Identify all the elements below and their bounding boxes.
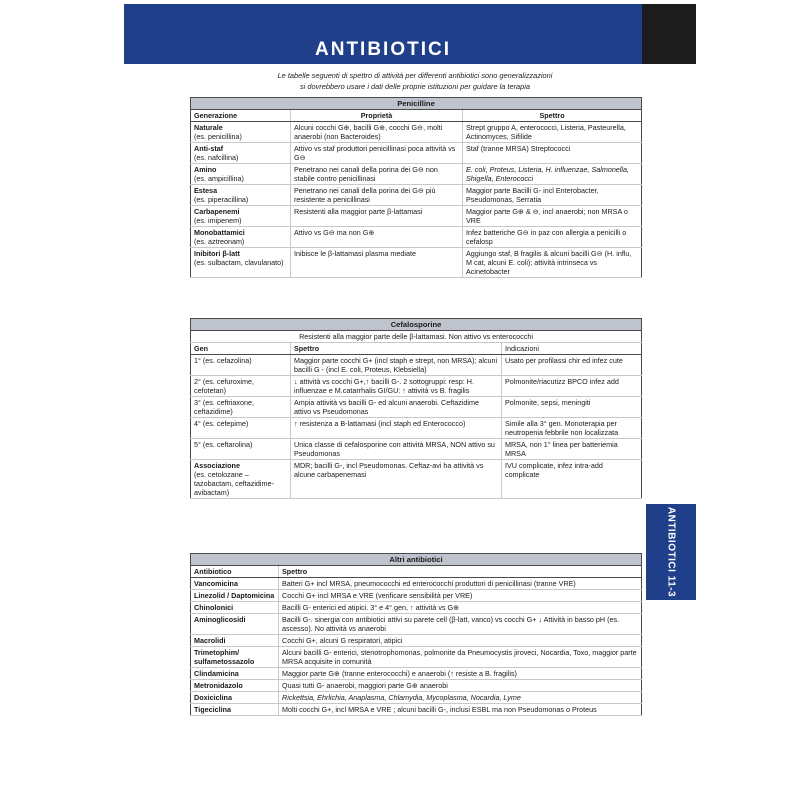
table-title: Cefalosporine bbox=[191, 319, 642, 331]
column-header: Proprietà bbox=[291, 110, 463, 122]
table-cell: Resistenti alla maggior parte β-lattamasi bbox=[291, 206, 463, 227]
row-label: 5° (es. ceftarolina) bbox=[191, 439, 291, 460]
row-label: Estesa bbox=[194, 186, 218, 195]
table-cell: Quasi tutti G- anaerobi, maggiori parte G⊕ anaerobi bbox=[279, 680, 642, 692]
row-label: 1° (es. cefazolina) bbox=[191, 355, 291, 376]
table-row bbox=[191, 439, 642, 460]
table-row bbox=[191, 397, 642, 418]
row-example: (es. sulbactam, clavulanato) bbox=[194, 258, 284, 267]
table-cell: Attivo vs G⊖ ma non G⊕ bbox=[291, 227, 463, 248]
table-cell: ↑ resistenza a B-lattamasi (incl staph ed Enterococco) bbox=[291, 418, 502, 439]
row-label: Metronidazolo bbox=[191, 680, 279, 692]
row-label: Tigeciclina bbox=[191, 704, 279, 716]
table-row bbox=[191, 647, 642, 668]
row-label: Associazione bbox=[194, 461, 240, 470]
table-cell: Bacilli G- enterici ed atipici. 3° e 4° gen, ↑ attività vs G⊕ bbox=[279, 602, 642, 614]
table-cell: Penetrano nei canali della porina dei G⊖ non stabile contro penicillinasi bbox=[291, 164, 463, 185]
table-row bbox=[191, 602, 642, 614]
row-label: Macrolidi bbox=[191, 635, 279, 647]
row-label: Amino bbox=[194, 165, 217, 174]
intro-line-1: Le tabelle seguenti di spettro di attività per differenti antibiotici sono generalizzazioni bbox=[277, 71, 553, 80]
row-example: (es. ampicillina) bbox=[194, 174, 244, 183]
table-cell: Maggior parte G⊕ & ⊖, incl anaerobi; non MRSA o VRE bbox=[463, 206, 642, 227]
row-example: (es. cetolozane – tazobactam, ceftazidime-avibactam) bbox=[194, 470, 274, 497]
page-title: ANTIBIOTICI bbox=[315, 39, 451, 60]
altri-antibiotici-table bbox=[190, 553, 642, 716]
table-cell: Simile alla 3° gen. Monoterapia per neutropenia febbrile non localizzata bbox=[502, 418, 642, 439]
table-row bbox=[191, 590, 642, 602]
table-cell: Polmonite, sepsi, meningiti bbox=[502, 397, 642, 418]
table-row bbox=[191, 355, 642, 376]
table-cell: Maggior parte cocchi G+ (incl staph e strept, non MRSA); alcuni bacilli G - (incl E. coli, Proteus, Klebsiella) bbox=[291, 355, 502, 376]
table-row bbox=[191, 460, 642, 499]
row-example: (es. aztreonam) bbox=[194, 237, 245, 246]
table-row bbox=[191, 692, 642, 704]
row-label: Carbapenemi bbox=[194, 207, 240, 216]
table-row bbox=[191, 704, 642, 716]
table-row bbox=[191, 164, 642, 185]
table-row bbox=[191, 578, 642, 590]
table-row bbox=[191, 122, 642, 143]
row-label: Naturale bbox=[194, 123, 223, 132]
penicilline-table bbox=[190, 97, 642, 278]
table-row bbox=[191, 614, 642, 635]
row-label: Monobattamici bbox=[194, 228, 245, 237]
table-cell: Batteri G+ incl MRSA, pneumococchi ed enterococchi produttori di penicillinasi (tranne VRE) bbox=[279, 578, 642, 590]
table-cell: Attivo vs staf produttori penicillinasi poca attività vs G⊖ bbox=[291, 143, 463, 164]
corner-tab bbox=[642, 4, 696, 64]
table-cell: Cocchi G+, alcuni G respiratori, atipici bbox=[279, 635, 642, 647]
table-cell: E. coli, Proteus, Listeria, H. influenzae, Salmonella, Shigella, Enterococci bbox=[463, 164, 642, 185]
row-label: 3° (es. ceftriaxone, ceftazidime) bbox=[191, 397, 291, 418]
table-cell: Polmonite/riacutizz BPCO infez add bbox=[502, 376, 642, 397]
table-cell: MRSA, non 1° linea per batteriemia MRSA bbox=[502, 439, 642, 460]
row-example: (es. penicillina) bbox=[194, 132, 242, 141]
table-row bbox=[191, 635, 642, 647]
column-header: Spettro bbox=[279, 566, 642, 578]
table-cell: Aggiungo staf, B fragilis & alcuni bacilli G⊖ (H. influ, M cat, alcuni E. coli); attività intrinseca vs Acinetobacter bbox=[463, 248, 642, 278]
row-example: (es. imipenem) bbox=[194, 216, 242, 225]
table-cell: Cocchi G+ incl MRSA e VRE (verificare sensibilità per VRE) bbox=[279, 590, 642, 602]
column-header: Spettro bbox=[291, 343, 502, 355]
table-subtitle: Resistenti alla maggior parte delle β-lattamasi. Non attivo vs enterococchi bbox=[191, 331, 642, 343]
table-title: Penicilline bbox=[191, 98, 642, 110]
table-title: Altri antibiotici bbox=[191, 554, 642, 566]
table-cell: Ampia attività vs bacilli G- ed alcuni anaerobi. Ceftazidime attivo vs Pseudomonas bbox=[291, 397, 502, 418]
column-header: Gen bbox=[191, 343, 291, 355]
row-label: 4° (es. cefepime) bbox=[191, 418, 291, 439]
table-row bbox=[191, 227, 642, 248]
table-cell: Strept gruppo A, enterococci, Listeria, Pasteurella, Actinomyces, Sifilide bbox=[463, 122, 642, 143]
cefalosporine-table bbox=[190, 318, 642, 499]
intro-line-2: si dovrebbero usare i dati delle proprie istituzioni per guidare la terapia bbox=[299, 82, 531, 91]
table-cell: Alcuni bacilli G- enterici, stenotrophomonas, polmonite da Pneumocystis jiroveci, Nocardia, Toxo, maggior parte MRSA acquisite in comunità bbox=[279, 647, 642, 668]
row-label: Trimetophim/ sulfametossazolo bbox=[191, 647, 279, 668]
table-row bbox=[191, 248, 642, 278]
table-cell: Staf (tranne MRSA) Streptococci bbox=[463, 143, 642, 164]
table-cell: Maggior parte Bacilli G- incl Enterobacter, Pseudomonas, Serratia bbox=[463, 185, 642, 206]
column-header: Indicazioni bbox=[502, 343, 642, 355]
row-example: (es. nafcillina) bbox=[194, 153, 239, 162]
table-cell: Unica classe di cefalosporine con attività MRSA, NON attivo su Pseudomonas bbox=[291, 439, 502, 460]
table-row bbox=[191, 206, 642, 227]
row-label: Chinolonici bbox=[191, 602, 279, 614]
table-cell: Usato per profilassi chir ed infez cute bbox=[502, 355, 642, 376]
column-header: Generazione bbox=[191, 110, 291, 122]
column-header: Spettro bbox=[463, 110, 642, 122]
row-label: Doxiciclina bbox=[191, 692, 279, 704]
table-cell: Rickettsia, Ehrlichia, Anaplasma, Chlamydia, Mycoplasma, Nocardia, Lyme bbox=[279, 692, 642, 704]
row-label: Inibitori β-latt bbox=[194, 249, 240, 258]
table-cell: MDR; bacilli G-, incl Pseudomonas. Ceftaz-avi ha attività vs alcune carbapenemasi bbox=[291, 460, 502, 499]
table-cell: Alcuni cocchi G⊕, bacilli G⊕, cocchi G⊖, molti anaerobi (non Bacteroides) bbox=[291, 122, 463, 143]
table-cell: Penetrano nei canali della porina dei G⊖ più resistente a penicillinasi bbox=[291, 185, 463, 206]
row-label: 2° (es. cefuroxime, cefotetan) bbox=[191, 376, 291, 397]
table-cell: Molti cocchi G+, incl MRSA e VRE ; alcuni bacilli G-, inclusi ESBL ma non Pseudomonas o Proteus bbox=[279, 704, 642, 716]
row-label: Clindamicina bbox=[191, 668, 279, 680]
column-header: Antibiotico bbox=[191, 566, 279, 578]
table-row bbox=[191, 418, 642, 439]
table-row bbox=[191, 376, 642, 397]
table-row bbox=[191, 143, 642, 164]
table-cell: IVU complicate, infez intra-add complicate bbox=[502, 460, 642, 499]
table-cell: Inibisce le β-lattamasi plasma mediate bbox=[291, 248, 463, 278]
row-label: Linezolid / Daptomicina bbox=[191, 590, 279, 602]
table-cell: Bacilli G-. sinergia con antibiotici attivi su parete cell (β-latt, vanco) vs cocchi G+ ↓ Attività in basso pH (es. ascesso). No attività vs anaerobi bbox=[279, 614, 642, 635]
intro-note bbox=[190, 70, 640, 92]
row-example: (es. piperacillina) bbox=[194, 195, 249, 204]
side-chapter-tab bbox=[646, 504, 696, 600]
side-tab-label: ANTIBIOTICI 11-3 bbox=[665, 506, 677, 598]
row-label: Aminoglicosidi bbox=[191, 614, 279, 635]
table-cell: Infez batteriche G⊖ in paz con allergia a penicilli o cefalosp bbox=[463, 227, 642, 248]
table-row bbox=[191, 185, 642, 206]
table-cell: Maggior parte G⊕ (tranne enterococchi) e anaerobi (↑ resiste a B. fragilis) bbox=[279, 668, 642, 680]
table-cell: ↓ attività vs cocchi G+,↑ bacilli G-. 2 sottogruppi: resp: H. influenzae e M.catarrhalis GI/GU: ↑ attività vs B. fragilis bbox=[291, 376, 502, 397]
table-row bbox=[191, 668, 642, 680]
row-label: Vancomicina bbox=[191, 578, 279, 590]
table-row bbox=[191, 680, 642, 692]
row-label: Anti-staf bbox=[194, 144, 224, 153]
